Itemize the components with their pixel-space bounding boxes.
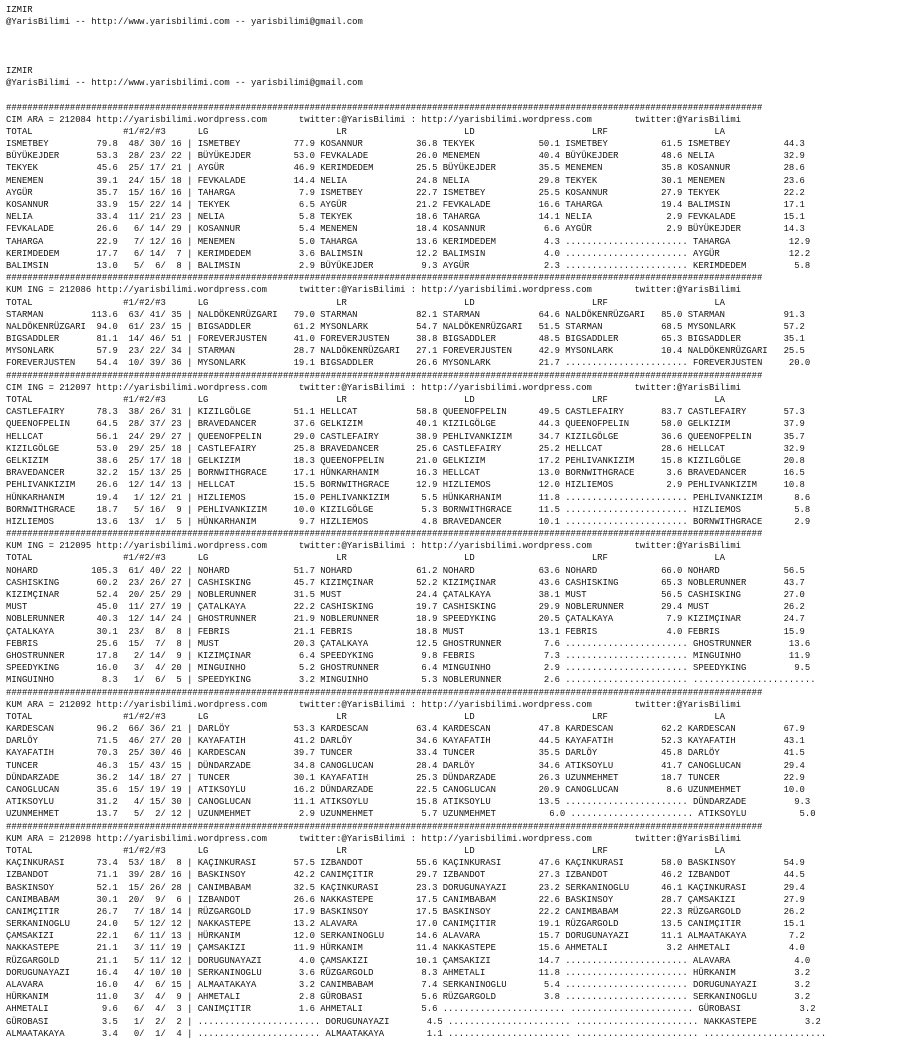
table-row: CANOGLUCAN 35.6 15/ 19/ 19 | ATIKSOYLU 16.2 DÜNDARZADE 22.5 CANOGLUCAN 20.9 CANOGLUCAN 8.6 UZUNMEHMET 10.0 bbox=[6, 785, 805, 795]
header-line bbox=[6, 53, 915, 65]
table-row: ISMETBEY 79.8 48/ 30/ 16 | ISMETBEY 77.9 KOSANNUR 36.8 TEKYEK 50.1 ISMETBEY 61.5 ISMETBEY 44.3 bbox=[6, 139, 805, 150]
table-row: BRAVEDANCER 32.2 15/ 13/ 25 | BORNWITHGRACE 17.1 HÜNKARHANIM 16.3 HELLCAT 13.0 BORNWITHGRACE 3.6 BRAVEDANCER 16.5 bbox=[6, 468, 805, 479]
header-line: IZMIR bbox=[6, 5, 33, 15]
table-row: CASHISKING 60.2 23/ 26/ 27 | CASHISKING 45.7 KIZIMÇINAR 52.2 KIZIMÇINAR 43.6 CASHISKING 65.3 NOBLERUNNER 43.7 bbox=[6, 577, 805, 588]
separator-line: ############################################################################################################################################## bbox=[6, 102, 763, 113]
table-row: CANIMÇITIR 26.7 7/ 18/ 14 | RÜZGARGOLD 17.9 BASKINSOY 17.5 BASKINSOY 22.2 CANIMBABAM 22.3 RÜZGARGOLD 26.2 bbox=[6, 906, 805, 917]
table-row: MENEMEN 39.1 24/ 15/ 18 | FEVKALADE 14.4 NELIA 24.8 NELIA 29.8 TEKYEK 30.1 MENEMEN 23.6 bbox=[6, 175, 805, 186]
table-row: CANIMBABAM 30.1 20/ 9/ 6 | IZBANDOT 26.6 NAKKASTEPE 17.5 CANIMBABAM 22.6 BASKINSOY 28.7 ÇAMSAKIZI 27.9 bbox=[6, 894, 805, 905]
header-line bbox=[6, 89, 915, 101]
table-row: NOBLERUNNER 40.3 12/ 14/ 24 | GHOSTRUNNER 21.9 NOBLERUNNER 18.9 SPEEDYKING 20.5 ÇATALKAYA 7.9 KIZIMÇINAR 24.7 bbox=[6, 614, 805, 625]
table-row: FEBRIS 25.6 15/ 7/ 8 | MUST 20.3 ÇATALKAYA 12.5 GHOSTRUNNER 7.6 ....................... GHOSTRUNNER 13.6 bbox=[6, 638, 811, 649]
header-line: @YarisBilimi -- http://www.yarisbilimi.com -- yarisbilimi@gmail.com bbox=[6, 17, 363, 28]
table-row: KIZILGÖLGE 53.0 29/ 25/ 18 | CASTLEFAIRY 25.8 BRAVEDANCER 25.6 CASTLEFAIRY 25.2 HELLCAT 28.6 HELLCAT 32.9 bbox=[6, 443, 805, 454]
table-row: PEHLIVANKIZIM 26.6 12/ 14/ 13 | HELLCAT 15.5 BORNWITHGRACE 12.9 HIZLIEMOS 12.0 HIZLIEMOS 2.9 PEHLIVANKIZIM 10.8 bbox=[6, 480, 805, 491]
table-row: FOREVERJUSTEN 54.4 10/ 39/ 36 | MYSONLARK 19.1 BIGSADDLER 26.6 MYSONLARK 21.7 ....................... FOREVERJUSTEN 20.0 bbox=[6, 358, 811, 369]
table-row: GHOSTRUNNER 17.8 2/ 14/ 9 | KIZIMÇINAR 6.4 SPEEDYKING 9.8 FEBRIS 7.3 ....................... MINGUINHO 11.9 bbox=[6, 650, 811, 661]
separator-line: ############################################################################################################################################## bbox=[6, 273, 763, 284]
table-row: KAÇINKURASI 73.4 53/ 18/ 8 | KAÇINKURASI 57.5 IZBANDOT 55.6 KAÇINKURASI 47.6 KAÇINKURASI 58.0 BASKINSOY 54.9 bbox=[6, 858, 805, 869]
table-row: ALMAATAKAYA 3.4 0/ 1/ 4 | ....................... ALMAATAKAYA 1.1 ....................... ....................... ....................... bbox=[6, 1028, 827, 1039]
column-header: TOTAL #1/#2/#3 LG LR LD LRF LA bbox=[6, 395, 725, 405]
table-row: BORNWITHGRACE 18.7 5/ 16/ 9 | PEHLIVANKIZIM 10.0 KIZILGÖLGE 5.3 BORNWITHGRACE 11.5 ....................... HIZLIEMOS 5.8 bbox=[6, 504, 811, 515]
header-line bbox=[6, 28, 915, 40]
table-row: MYSONLARK 57.9 23/ 22/ 34 | STARMAN 28.7 NALDÖKENRÜZGARI 27.1 FOREVERJUSTEN 42.9 MYSONLARK 10.4 NALDÖKENRÜZGARI 25.5 bbox=[6, 346, 805, 357]
table-row: NOHARD 105.3 61/ 40/ 22 | NOHARD 51.7 NOHARD 61.2 NOHARD 63.6 NOHARD 66.0 NOHARD 56.5 bbox=[6, 565, 805, 576]
table-row: AHMETALI 9.6 6/ 4/ 3 | CANIMÇITIR 1.6 AHMETALI 5.6 ....................... ....................... GÜROBASI 3.2 bbox=[6, 1004, 816, 1015]
section-title: KUM ING = 212086 http://yarisbilimi.wordpress.com twitter:@YarisBilimi : http://yarisbilimi.wordpress.com twitter:@YarisBilimi bbox=[6, 285, 741, 296]
table-row: TAHARGA 22.9 7/ 12/ 16 | MENEMEN 5.0 TAHARGA 13.6 KERIMDEDEM 4.3 ....................... TAHARGA 12.9 bbox=[6, 236, 811, 247]
table-row: HIZLIEMOS 13.6 13/ 1/ 5 | HÜNKARHANIM 9.7 HIZLIEMOS 4.8 BRAVEDANCER 10.1 ....................... BORNWITHGRACE 2.9 bbox=[6, 516, 811, 527]
table-row: AYGÜR 35.7 15/ 16/ 16 | TAHARGA 7.9 ISMETBEY 22.7 ISMETBEY 25.5 KOSANNUR 27.9 TEKYEK 22.2 bbox=[6, 187, 805, 198]
table-row: NELIA 33.4 11/ 21/ 23 | NELIA 5.8 TEKYEK 18.6 TAHARGA 14.1 NELIA 2.9 FEVKALADE 15.1 bbox=[6, 212, 805, 223]
table-row: KOSANNUR 33.9 15/ 22/ 14 | TEKYEK 6.5 AYGÜR 21.2 FEVKALADE 16.6 TAHARGA 19.4 BALIMSIN 17.1 bbox=[6, 200, 805, 210]
table-row: RÜZGARGOLD 21.1 5/ 11/ 12 | DORUGUNAYAZI 4.0 ÇAMSAKIZI 10.1 ÇAMSAKIZI 14.7 ....................... ALAVARA 4.0 bbox=[6, 955, 811, 966]
section-title: KUM ARA = 212092 http://yarisbilimi.wordpress.com twitter:@YarisBilimi : http://yarisbilimi.wordpress.com twitter:@YarisBilimi bbox=[6, 699, 741, 710]
header-line: @YarisBilimi -- http://www.yarisbilimi.com -- yarisbilimi@gmail.com bbox=[6, 78, 363, 89]
table-row: TEKYEK 45.6 25/ 17/ 21 | AYGÜR 46.9 KERIMDEDEM 25.5 BÜYÜKEJDER 35.5 MENEMEN 35.8 KOSANNUR 28.6 bbox=[6, 163, 805, 174]
section-title: CIM ING = 212097 http://yarisbilimi.wordpress.com twitter:@YarisBilimi : http://yarisbilimi.wordpress.com twitter:@YarisBilimi bbox=[6, 382, 741, 393]
header-line bbox=[6, 41, 915, 53]
table-row: HÜRKANIM 11.0 3/ 4/ 9 | AHMETALI 2.8 GÜROBASI 5.6 RÜZGARGOLD 3.8 ....................... SERKANINOGLU 3.2 bbox=[6, 992, 811, 1003]
section-title: KUM ARA = 212098 http://yarisbilimi.wordpress.com twitter:@YarisBilimi : http://yarisbilimi.wordpress.com twitter:@YarisBilimi bbox=[6, 833, 741, 844]
table-row: GÜROBASI 3.5 1/ 2/ 2 | ....................... DORUGUNAYAZI 4.5 ....................... ....................... NAKKASTEPE 3.2 bbox=[6, 1016, 821, 1027]
column-header: TOTAL #1/#2/#3 LG LR LD LRF LA bbox=[6, 845, 725, 856]
table-row: IZBANDOT 71.1 39/ 28/ 16 | BASKINSOY 42.2 CANIMÇITIR 29.7 IZBANDOT 27.3 IZBANDOT 46.2 IZBANDOT 44.5 bbox=[6, 870, 805, 881]
table-row: BÜYÜKEJDER 53.3 28/ 23/ 22 | BÜYÜKEJDER 53.0 FEVKALADE 26.0 MENEMEN 40.4 BÜYÜKEJDER 48.6 NELIA 32.9 bbox=[6, 151, 805, 162]
table-row: ATIKSOYLU 31.2 4/ 15/ 30 | CANOGLUCAN 11.1 ATIKSOYLU 15.8 ATIKSOYLU 13.5 ....................... DÜNDARZADE 9.3 bbox=[6, 797, 811, 808]
column-header: TOTAL #1/#2/#3 LG LR LD LRF LA bbox=[6, 711, 725, 722]
table-row: TUNCER 46.3 15/ 43/ 15 | DÜNDARZADE 34.8 CANOGLUCAN 28.4 DARLÖY 34.6 ATIKSOYLU 41.7 CANOGLUCAN 29.4 bbox=[6, 760, 805, 771]
table-row: KERIMDEDEM 17.7 6/ 14/ 7 | KERIMDEDEM 3.6 BALIMSIN 12.2 BALIMSIN 4.0 ....................... AYGÜR 12.2 bbox=[6, 248, 811, 259]
table-row: MINGUINHO 8.3 1/ 6/ 5 | SPEEDYKING 3.2 MINGUINHO 5.3 NOBLERUNNER 2.6 ....................... ....................... bbox=[6, 675, 816, 686]
table-row: HÜNKARHANIM 19.4 1/ 12/ 21 | HIZLIEMOS 15.0 PEHLIVANKIZIM 5.5 HÜNKARHANIM 11.8 ....................... PEHLIVANKIZIM 8.6 bbox=[6, 492, 811, 503]
table-row: DORUGUNAYAZI 16.4 4/ 10/ 10 | SERKANINOGLU 3.6 RÜZGARGOLD 8.3 AHMETALI 11.8 ....................... HÜRKANIM 3.2 bbox=[6, 967, 811, 978]
table-row: BALIMSIN 13.0 5/ 6/ 8 | BALIMSIN 2.9 BÜYÜKEJDER 9.3 AYGÜR 2.3 ....................... KERIMDEDEM 5.8 bbox=[6, 260, 811, 271]
header-line: IZMIR bbox=[6, 65, 33, 76]
section-title: CIM ARA = 212084 http://yarisbilimi.wordpress.com twitter:@YarisBilimi : http://yarisbilimi.wordpress.com twitter:@YarisBilimi bbox=[6, 114, 741, 125]
table-row: DÜNDARZADE 36.2 14/ 18/ 27 | TUNCER 30.1 KAYAFATIH 25.3 DÜNDARZADE 26.3 UZUNMEHMET 18.7 TUNCER 22.9 bbox=[6, 772, 805, 783]
section-title: KUM ING = 212095 http://yarisbilimi.wordpress.com twitter:@YarisBilimi : http://yarisbilimi.wordpress.com twitter:@YarisBilimi bbox=[6, 541, 741, 552]
table-row: KIZIMÇINAR 52.4 20/ 25/ 29 | NOBLERUNNER 31.5 MUST 24.4 ÇATALKAYA 38.1 MUST 56.5 CASHISKING 27.0 bbox=[6, 590, 805, 600]
table-row: ÇATALKAYA 30.1 23/ 8/ 8 | FEBRIS 21.1 FEBRIS 18.8 MUST 13.1 FEBRIS 4.0 FEBRIS 15.9 bbox=[6, 626, 805, 637]
table-row: ÇAMSAKIZI 22.1 6/ 11/ 13 | HÜRKANIM 12.0 SERKANINOGLU 14.6 ALAVARA 15.7 DORUGUNAYAZI 11.1 ALMAATAKAYA 7.2 bbox=[6, 931, 805, 942]
table-row: SERKANINOGLU 24.0 5/ 12/ 12 | NAKKASTEPE 13.2 ALAVARA 17.0 CANIMÇITIR 19.1 RÜZGARGOLD 13.5 CANIMÇITIR 15.1 bbox=[6, 919, 805, 930]
table-row: HELLCAT 56.1 24/ 29/ 27 | QUEENOFPELIN 29.0 CASTLEFAIRY 38.9 PEHLIVANKIZIM 34.7 KIZILGÖLGE 36.6 QUEENOFPELIN 35.7 bbox=[6, 431, 805, 442]
table-row: GELKIZIM 38.6 25/ 17/ 18 | GELKIZIM 18.3 QUEENOFPELIN 21.0 GELKIZIM 17.2 PEHLIVANKIZIM 15.8 KIZILGÖLGE 20.8 bbox=[6, 455, 805, 466]
column-header: TOTAL #1/#2/#3 LG LR LD LRF LA bbox=[6, 126, 725, 137]
table-row: BIGSADDLER 81.1 14/ 46/ 51 | FOREVERJUSTEN 41.0 FOREVERJUSTEN 38.8 BIGSADDLER 48.5 BIGSADDLER 65.3 BIGSADDLER 35.1 bbox=[6, 334, 805, 345]
separator-line: ############################################################################################################################################## bbox=[6, 687, 763, 698]
table-row: ALAVARA 16.0 4/ 6/ 15 | ALMAATAKAYA 3.2 CANIMBABAM 7.4 SERKANINOGLU 5.4 ....................... DORUGUNAYAZI 3.2 bbox=[6, 980, 811, 990]
table-row: CASTLEFAIRY 78.3 38/ 26/ 31 | KIZILGÖLGE 51.1 HELLCAT 58.8 QUEENOFPELIN 49.5 CASTLEFAIRY 83.7 CASTLEFAIRY 57.3 bbox=[6, 407, 805, 418]
column-header: TOTAL #1/#2/#3 LG LR LD LRF LA bbox=[6, 297, 725, 308]
table-row: NAKKASTEPE 21.1 3/ 11/ 19 | ÇAMSAKIZI 11.9 HÜRKANIM 11.4 NAKKASTEPE 15.6 AHMETALI 3.2 AHMETALI 4.0 bbox=[6, 943, 805, 954]
table-row: MUST 45.0 11/ 27/ 19 | ÇATALKAYA 22.2 CASHISKING 19.7 CASHISKING 29.9 NOBLERUNNER 29.4 MUST 26.2 bbox=[6, 602, 805, 613]
table-row: KAYAFATIH 70.3 25/ 30/ 46 | KARDESCAN 39.7 TUNCER 33.4 TUNCER 35.5 DARLÖY 45.8 DARLÖY 41.5 bbox=[6, 748, 805, 759]
table-row: UZUNMEHMET 13.7 5/ 2/ 12 | UZUNMEHMET 2.9 UZUNMEHMET 5.7 UZUNMEHMET 6.0 ....................... ATIKSOYLU 5.0 bbox=[6, 809, 816, 820]
table-row: KARDESCAN 96.2 66/ 36/ 21 | DARLÖY 53.3 KARDESCAN 63.4 KARDESCAN 47.8 KARDESCAN 62.2 KARDESCAN 67.9 bbox=[6, 724, 805, 735]
table-row: SPEEDYKING 16.0 3/ 4/ 20 | MINGUINHO 5.2 GHOSTRUNNER 6.4 MINGUINHO 2.9 ....................... SPEEDYKING 9.5 bbox=[6, 663, 811, 674]
table-row: BASKINSOY 52.1 15/ 26/ 28 | CANIMBABAM 32.5 KAÇINKURASI 23.3 DORUGUNAYAZI 23.2 SERKANINOGLU 46.1 KAÇINKURASI 29.4 bbox=[6, 882, 805, 893]
separator-line: ############################################################################################################################################## bbox=[6, 821, 763, 832]
table-row: STARMAN 113.6 63/ 41/ 35 | NALDÖKENRÜZGARI 79.0 STARMAN 82.1 STARMAN 64.6 NALDÖKENRÜZGARI 85.0 STARMAN 91.3 bbox=[6, 309, 805, 320]
column-header: TOTAL #1/#2/#3 LG LR LD LRF LA bbox=[6, 553, 725, 564]
separator-line: ############################################################################################################################################## bbox=[6, 529, 763, 540]
table-row: FEVKALADE 26.6 6/ 14/ 29 | KOSANNUR 5.4 MENEMEN 18.4 KOSANNUR 6.6 AYGÜR 2.9 BÜYÜKEJDER 14.3 bbox=[6, 224, 805, 235]
separator-line: ############################################################################################################################################## bbox=[6, 370, 763, 381]
table-row: QUEENOFPELIN 64.5 28/ 37/ 23 | BRAVEDANCER 37.6 GELKIZIM 40.1 KIZILGÖLGE 44.3 QUEENOFPELIN 58.0 GELKIZIM 37.9 bbox=[6, 419, 805, 430]
table-row: DARLÖY 71.5 46/ 27/ 20 | KAYAFATIH 41.2 DARLÖY 34.6 KAYAFATIH 44.5 KAYAFATIH 52.3 KAYAFATIH 43.1 bbox=[6, 736, 805, 747]
table-row: NALDÖKENRÜZGARI 94.0 61/ 23/ 15 | BIGSADDLER 61.2 MYSONLARK 54.7 NALDÖKENRÜZGARI 51.5 STARMAN 68.5 MYSONLARK 57.2 bbox=[6, 321, 805, 332]
